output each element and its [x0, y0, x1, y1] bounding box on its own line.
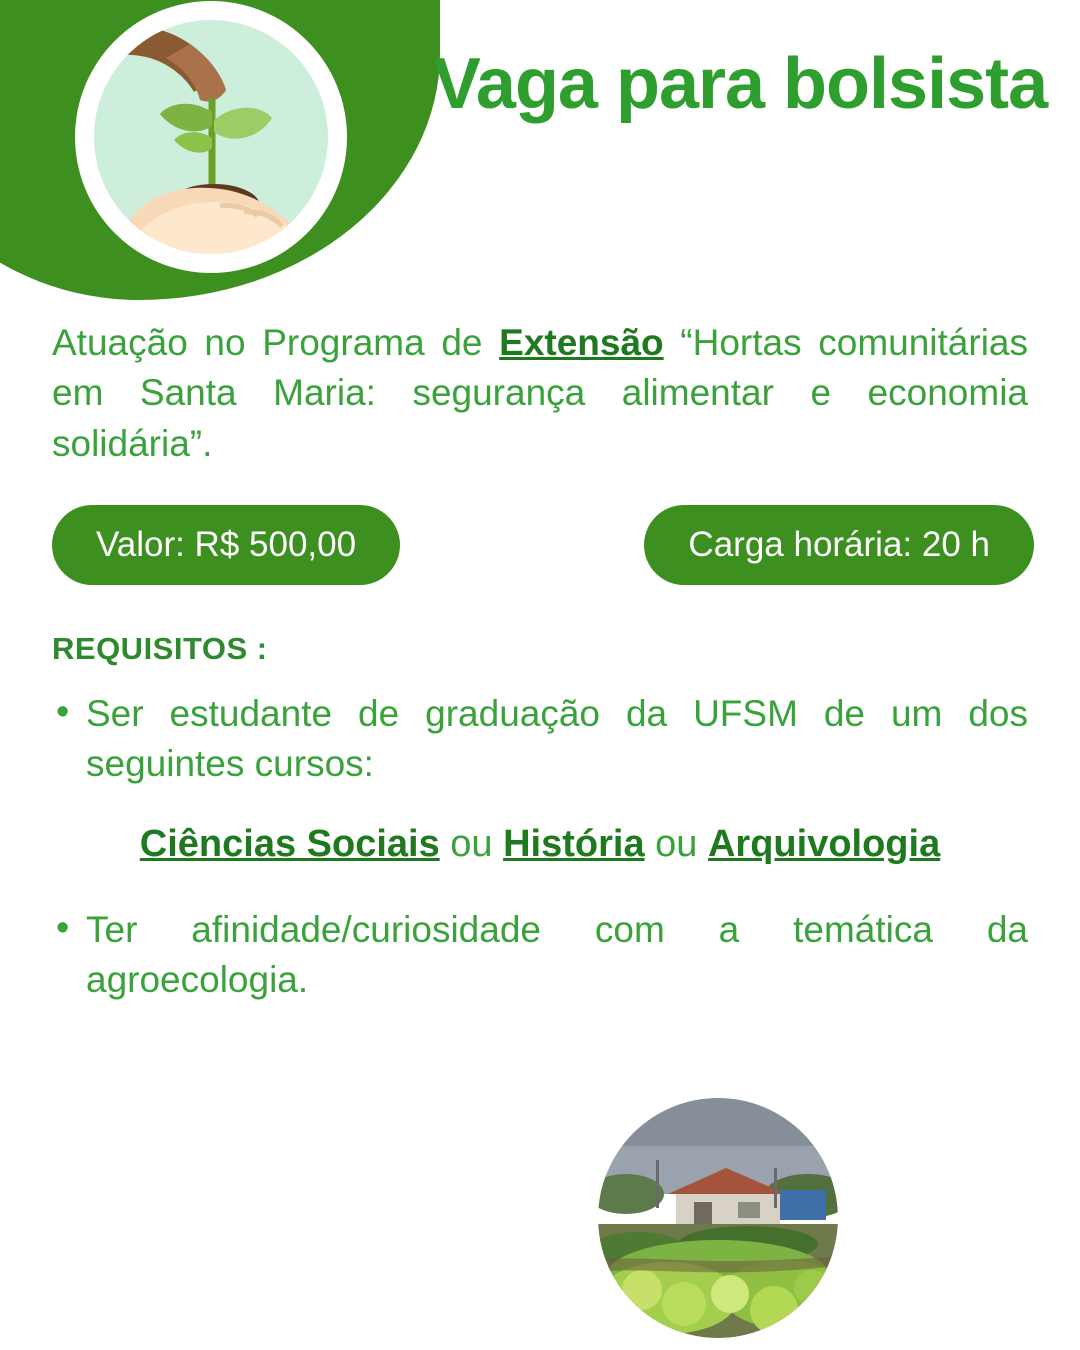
requirements-title: REQUISITOS :	[52, 630, 268, 666]
courses-line	[52, 820, 1028, 869]
requirements-list-second	[52, 905, 1028, 1006]
intro-paragraph	[52, 318, 1028, 469]
logo-circle	[82, 8, 340, 266]
community-garden-photo	[598, 1098, 838, 1338]
list-item: • Ter afinidade/curiosidade com a temática da agroecologia.	[86, 905, 1028, 1006]
community-garden-photo-icon	[598, 1098, 838, 1338]
list-item: • Ser estudante de graduação da UFSM de um dos seguintes cursos:	[86, 689, 1028, 790]
courses-conjunction-2: ou	[644, 822, 708, 865]
intro-text-after: “Hortas comunitárias em Santa Maria: segurança alimentar e economia solidária”.	[52, 322, 1029, 464]
pill-value: Valor: R$ 500,00	[52, 505, 400, 585]
pill-workload: Carga horária: 20 h	[644, 505, 1034, 585]
hands-holding-seedling-icon	[94, 20, 328, 254]
logo-inner-background	[94, 20, 328, 254]
info-pill-row	[0, 505, 1080, 585]
page-title: Vaga para bolsista	[432, 44, 1048, 124]
intro-text-before: Atuação no Programa de	[52, 322, 500, 363]
header	[0, 0, 1080, 300]
course-historia: História	[503, 822, 645, 865]
requirements-list	[52, 689, 1028, 790]
course-ciencias-sociais: Ciências Sociais	[139, 822, 440, 865]
intro-highlight-extensao: Extensão	[499, 322, 664, 363]
courses-conjunction-1: ou	[439, 822, 504, 865]
course-arquivologia: Arquivologia	[707, 822, 941, 865]
